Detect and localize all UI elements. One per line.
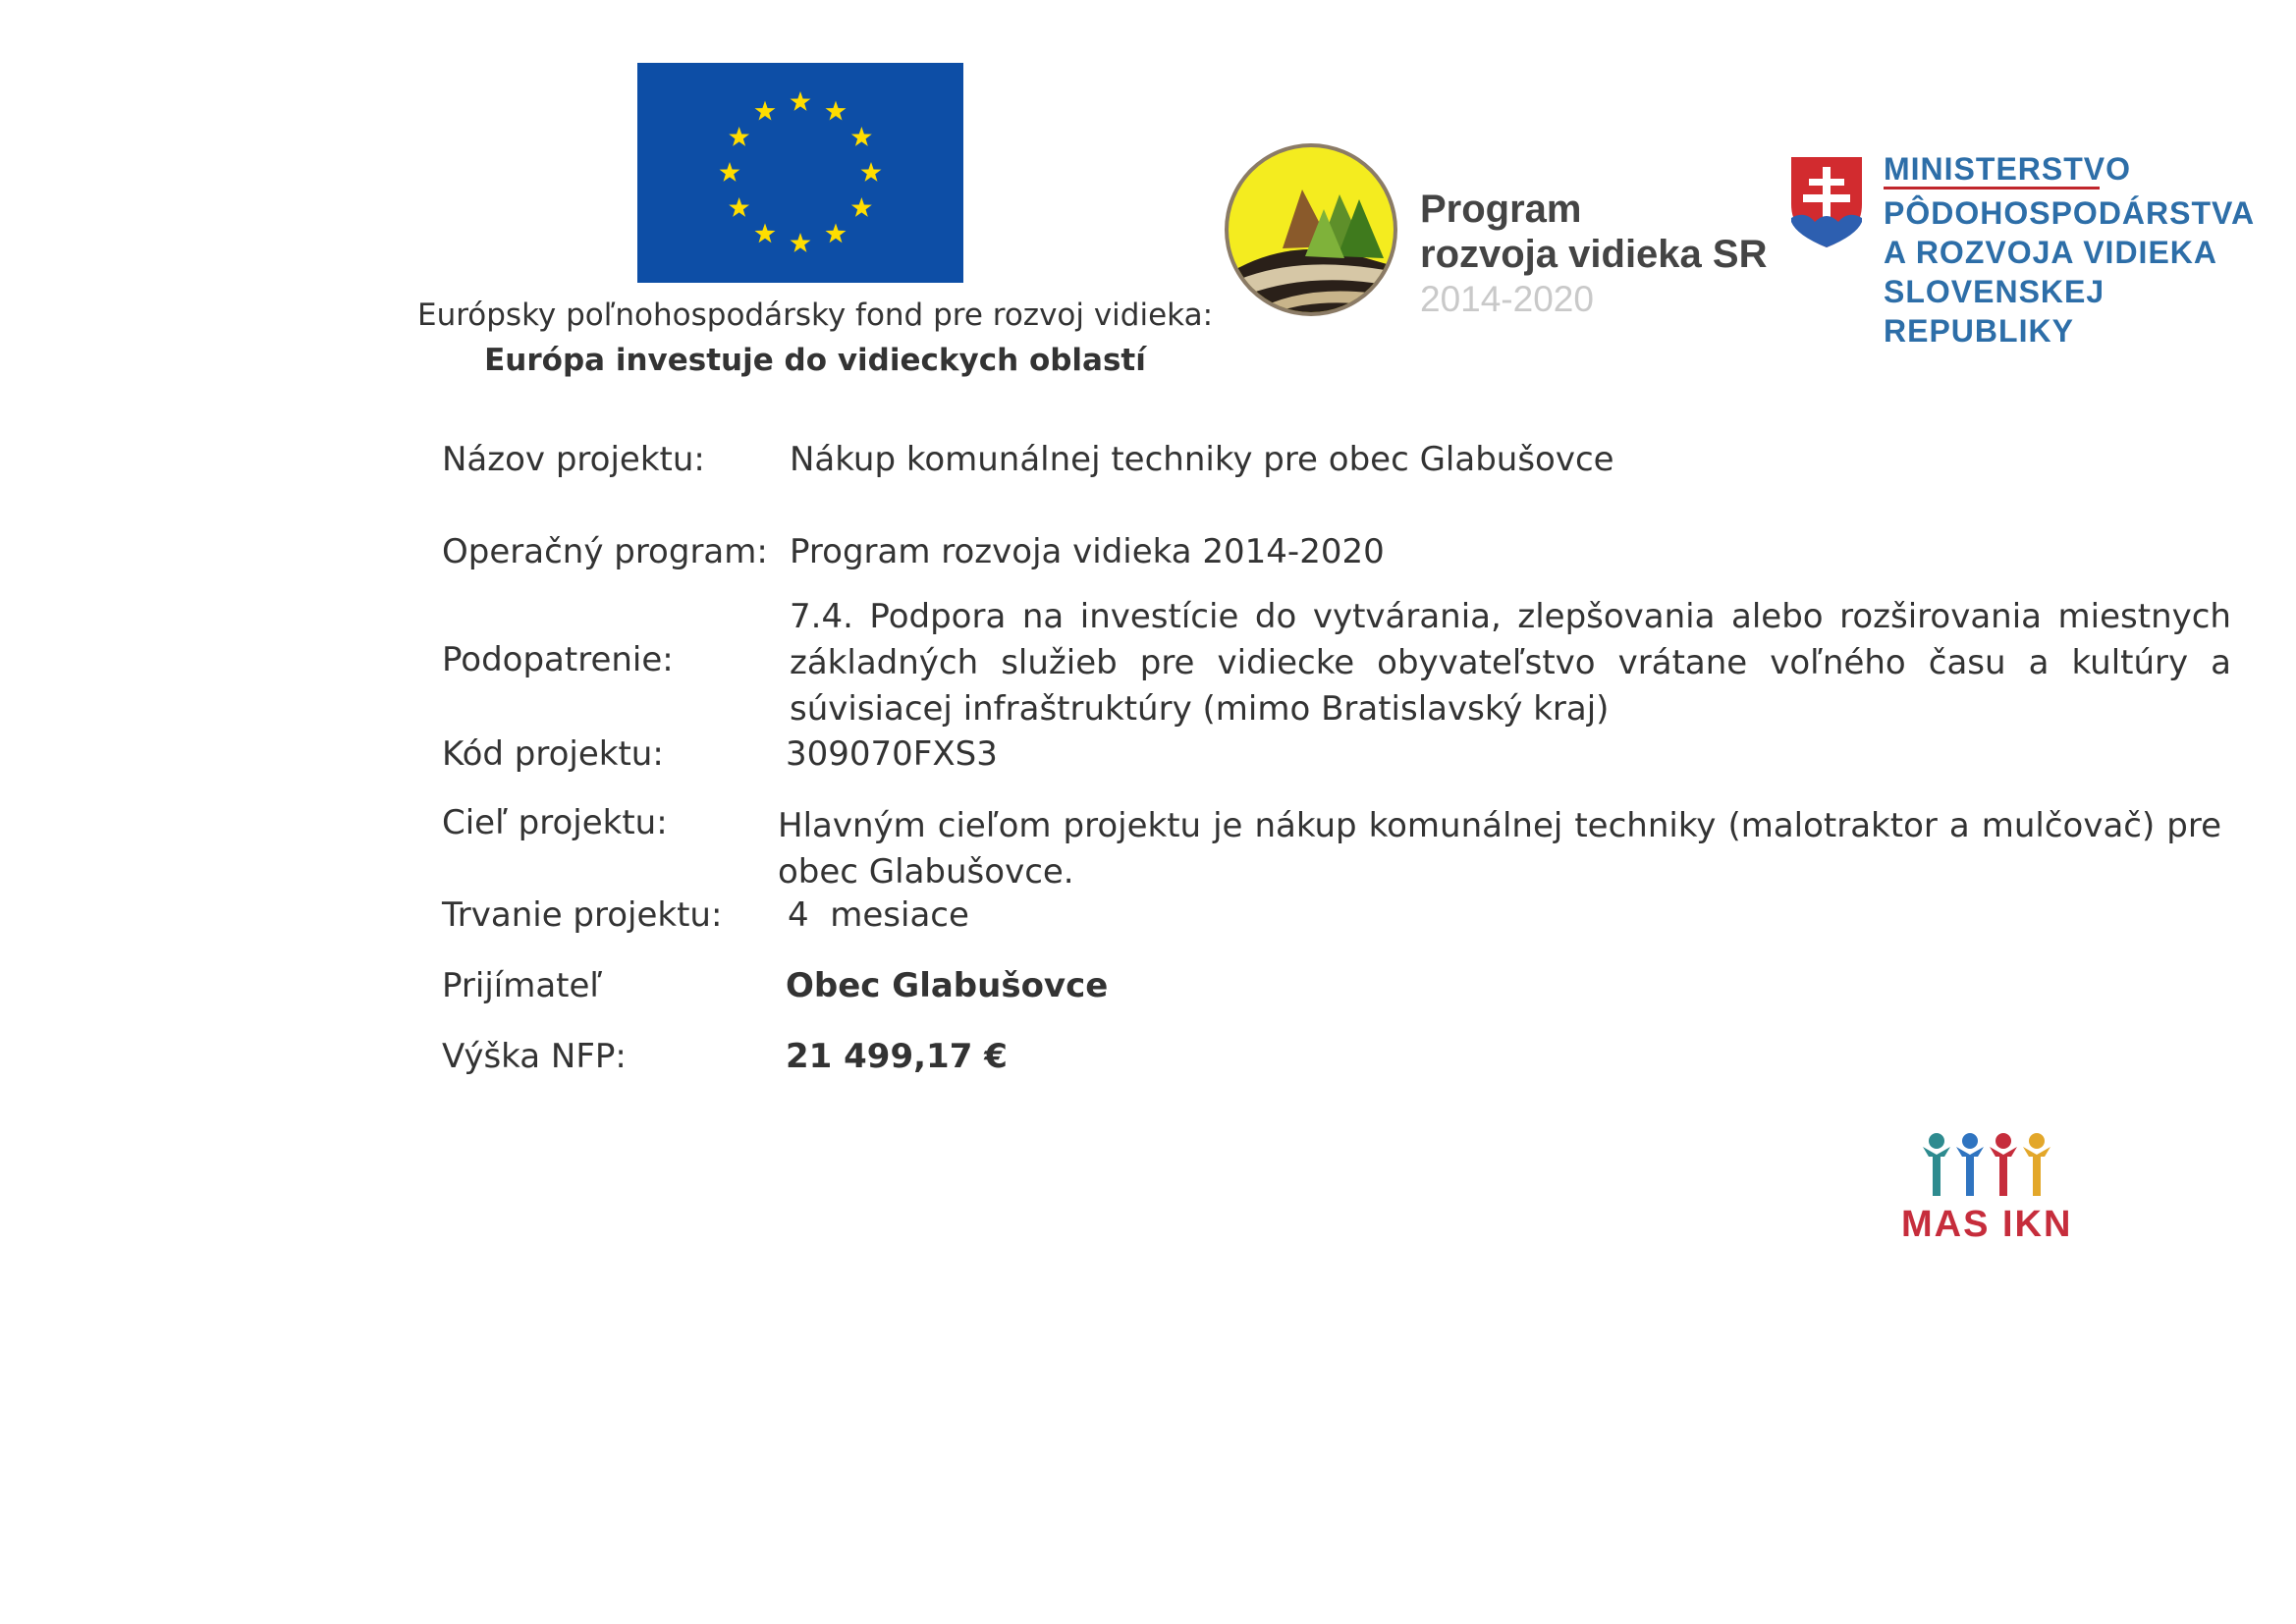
ministry-line4: SLOVENSKEJ REPUBLIKY [1884,274,2105,349]
eu-star-icon [861,162,882,182]
prv-title [1420,187,1767,322]
nfp-value: 21 499,17 € [786,1037,1008,1076]
mas-ikn-people-icon [1915,1127,2062,1206]
eu-star-icon [729,197,749,217]
recipient-label: Prijímateľ [442,966,603,1005]
eu-star-icon [791,233,811,252]
eu-star-icon [826,101,847,121]
eu-caption-line1: Európsky poľnohospodársky fond pre rozvoj vidieka: [416,298,1214,333]
prv-line2: rozvoja vidieka SR [1420,233,1768,276]
nfp-label: Výška NFP: [442,1037,627,1076]
eu-flag-logo [637,63,963,283]
prv-years: 2014-2020 [1420,279,1594,319]
podopatrenie-label: Podopatrenie: [442,640,674,679]
ministry-line1: MINISTERSTVO [1884,151,2132,187]
ministry-line3: A ROZVOJA VIDIEKA [1884,235,2217,270]
eu-star-icon [851,127,872,146]
eu-star-icon [826,223,847,243]
eu-star-icon [851,197,872,217]
recipient-value: Obec Glabušovce [786,966,1109,1005]
ministry-line2: PÔDOHOSPODÁRSTVA [1884,195,2256,231]
project-code-label: Kód projektu: [442,734,664,774]
eu-caption-line2: Európa investuje do vidieckych oblastí [484,343,1146,378]
project-code-value: 309070FXS3 [786,734,998,774]
duration-value: 4 mesiace [788,895,969,935]
project-goal-label: Cieľ projektu: [442,803,668,842]
program-value: Program rozvoja vidieka 2014-2020 [790,532,1385,571]
podopatrenie-value: 7.4. Podpora na investície do vytvárania, zlepšovania alebo rozširovania miestnych základných služieb pre vidiecke obyvateľstvo vrátane voľného času a kultúry a súvisiacej infraštruktúry (mimo Bratislavský kraj) [790,597,2231,729]
slovak-coat-of-arms-icon [1787,153,1866,251]
eu-star-icon [729,127,749,146]
duration-label: Trvanie projektu: [442,895,723,935]
eu-star-icon [755,223,776,243]
project-name-value: Nákup komunálnej techniky pre obec Glabušovce [790,440,1614,479]
project-name-label: Názov projektu: [442,440,705,479]
project-goal-value: Hlavným cieľom projektu je nákup komunálnej techniky (malotraktor a mulčovač) pre obec Glabušovce. [778,806,2221,892]
eu-caption [324,293,1306,383]
program-label: Operačný program: [442,532,768,571]
eu-star-icon [791,91,811,111]
prv-logo-emblem [1222,140,1400,319]
ministry-name [1884,149,2296,351]
eu-star-icon [720,162,740,182]
prv-line1: Program [1420,188,1582,231]
eu-star-icon [755,101,776,121]
mas-ikn-label: MAS IKN [1901,1204,2073,1245]
eu-stars-circle [637,63,963,283]
